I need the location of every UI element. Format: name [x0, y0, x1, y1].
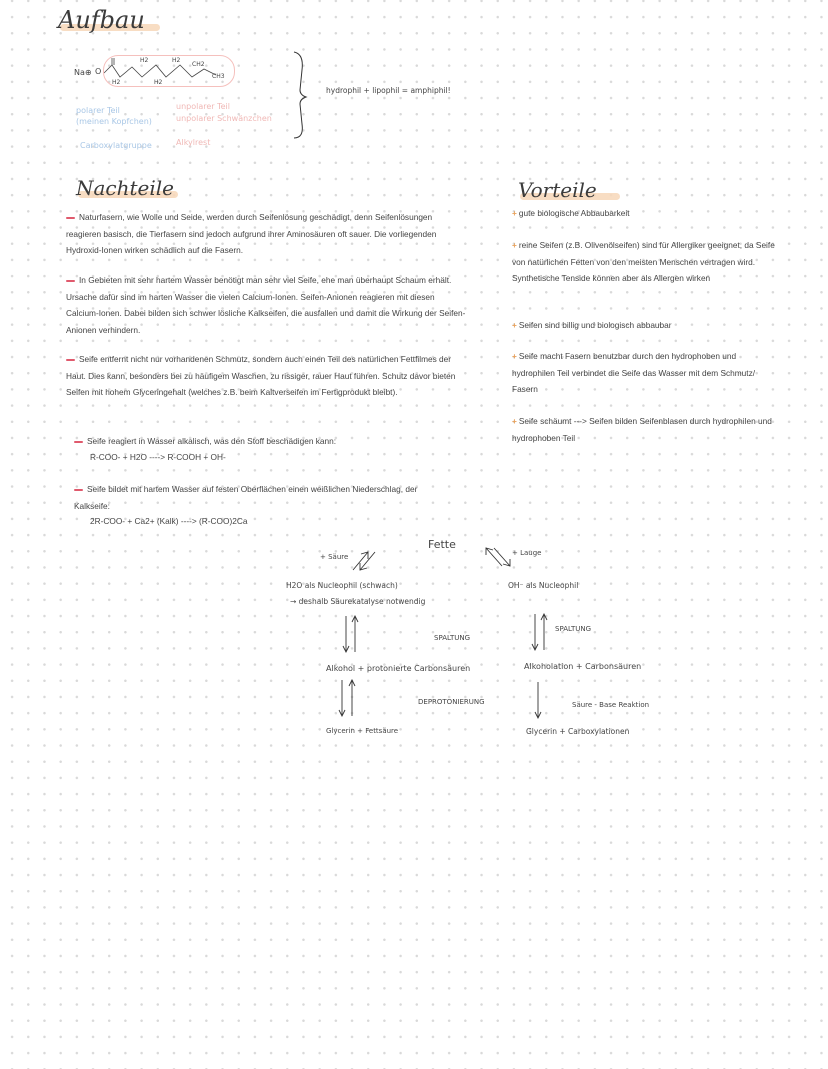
- nachteil-text-5: Seife bildet mit hartem Wasser auf festen Oberflächen einen weißlichen Niederschlag, der Kalkseife:: [74, 484, 418, 511]
- nachteile-title: Nachteile: [76, 176, 175, 200]
- spaltung-right: SPALTUNG: [555, 625, 592, 633]
- vorteil-item-2: + reine Seifen (z.B. Olivenölseifen) sind für Allergiker geeignet, da Seife von natürlichen Fetten von den meisten Menschen vertragen wird. Synthetische Tenside können aber als Allergen wirken: [512, 240, 775, 283]
- deprotonierung-label: DEPROTONIERUNG: [418, 698, 485, 706]
- fette-label: Fette: [428, 538, 456, 551]
- lauge-label: + Lauge: [512, 549, 542, 557]
- vorteil-text-1: gute biologische Abbaubarkeit: [518, 208, 630, 218]
- equation-2: 2R-COO- + Ca2+ (Kalk) ----> (R-COO)2Ca: [90, 516, 248, 526]
- amphiphil-statement: hydrophil + lipophil = amphiphil!: [326, 86, 451, 95]
- saeure-label: + Säure: [320, 553, 349, 561]
- polar-label-sub: (meinen Kopfchen): [76, 117, 152, 126]
- alkyl-label: Alkylrest: [176, 138, 211, 147]
- alkoholat-products: Alkoholation + Carbonsäuren: [524, 662, 642, 671]
- alkohol-products: Alkohol + protonierte Carbonsäuren: [326, 664, 471, 673]
- nonpolar-label-sub: unpolarer Schwänzchen: [176, 114, 272, 123]
- vorteile-title: Vorteile: [518, 178, 597, 202]
- glycerin-fettsaeure: Glycerin + Fettsäure: [326, 727, 399, 735]
- oh-nucleophil: OH⁻ als Nucleophil: [508, 581, 579, 590]
- spaltung-left: SPALTUNG: [434, 634, 471, 642]
- saeure-base-label: Säure - Base Reaktion: [572, 701, 650, 709]
- h2-label-2: H2: [140, 57, 149, 64]
- ch2-label: CH2: [192, 61, 205, 68]
- vorteil-item-3: + Seifen sind billig und biologisch abbaubar: [512, 320, 672, 330]
- sodium-ion: Na⊕: [74, 68, 92, 77]
- h2o-nucleophil: H2O als Nucleophil (schwach): [286, 581, 398, 590]
- vorteil-text-2: reine Seifen (z.B. Olivenölseifen) sind für Allergiker geeignet, da Seife von natürlichen Fetten von den meisten Menschen vertragen wird. Synthetische Tenside können aber als Allergen wirken: [512, 240, 775, 283]
- h2-label-1: H2: [112, 79, 121, 86]
- aufbau-title: Aufbau: [58, 6, 145, 34]
- nachteil-text-4: Seife reagiert in Wasser alkalisch, was den Stoff beschädigen kann:: [87, 436, 337, 446]
- h2-label-3: H2: [154, 79, 163, 86]
- vorteil-text-3: Seifen sind billig und biologisch abbaubar: [518, 320, 672, 330]
- vorteil-text-4: Seife macht Fasern benutzbar durch den hydrophoben und hydrophilen Teil verbindet die Seife das Wasser mit dem Schmutz/ Fasern: [512, 351, 756, 394]
- saeurekatalyse-note: → deshalb Säurekatalyse notwendig: [290, 597, 426, 606]
- polar-label: polarer Teil: [76, 106, 120, 115]
- carboxylate-label: Carboxylatgruppe: [80, 141, 152, 150]
- nonpolar-label: unpolarer Teil: [176, 102, 230, 111]
- ch3-label: CH3: [212, 73, 225, 80]
- vorteil-text-5: Seife schäumt ---> Seifen bilden Seifenblasen durch hydrophilen und hydrophoben Teil: [512, 416, 772, 443]
- glycerin-carboxylat: Glycerin + Carboxylationen: [526, 727, 630, 736]
- h2-label-4: H2: [172, 57, 181, 64]
- nachteil-text-2: In Gebieten mit sehr hartem Wasser benötigt man sehr viel Seife, ehe man überhaupt Schaum erhält. Ursache dafür sind im harten Wasser die vielen Calcium-Ionen. Seifen-Anionen reagieren mit diesen Calcium-Ionen. Dabei bilden sich schwer lösliche Kalkseifen, die ausfallen und damit die Wirkung der Seifen-Anionen verhindern.: [66, 275, 466, 335]
- vorteil-item-1: + gute biologische Abbaubarkeit: [512, 208, 630, 218]
- oxygen-atom: O: [95, 67, 102, 76]
- nachteil-text-1: Naturfasern, wie Wolle und Seide, werden durch Seifenlösung geschädigt, denn Seifenlösungen reagieren basisch, die Tierfasern sind jedoch aufgrund ihrer Aminosäuren oft sauer. Die vorliegenden Hydroxid-Ionen wirken schädlich auf die Fasern.: [66, 212, 437, 255]
- vorteil-item-4: + Seife macht Fasern benutzbar durch den hydrophoben und hydrophilen Teil verbindet die Seife das Wasser mit dem Schmutz/ Fasern: [512, 351, 756, 394]
- nachteil-text-3: Seife entfernt nicht nur vorhandenen Schmutz, sondern auch einen Teil des natürlichen Fettfilmes der Haut. Dies kann, besonders bei zu häufigem Waschen, zu rissiger, rauer Haut führen. Schutz davor bieten Seifen mit hohem Glyceringehalt (welches z.B. beim Kaltverseifen im Fertigprodukt bleibt).: [66, 354, 456, 397]
- vorteil-item-5: + Seife schäumt ---> Seifen bilden Seifenblasen durch hydrophilen und hydrophoben Teil: [512, 416, 772, 443]
- equation-1: R-COO- + H2O ----> R-COOH + OH-: [90, 452, 226, 462]
